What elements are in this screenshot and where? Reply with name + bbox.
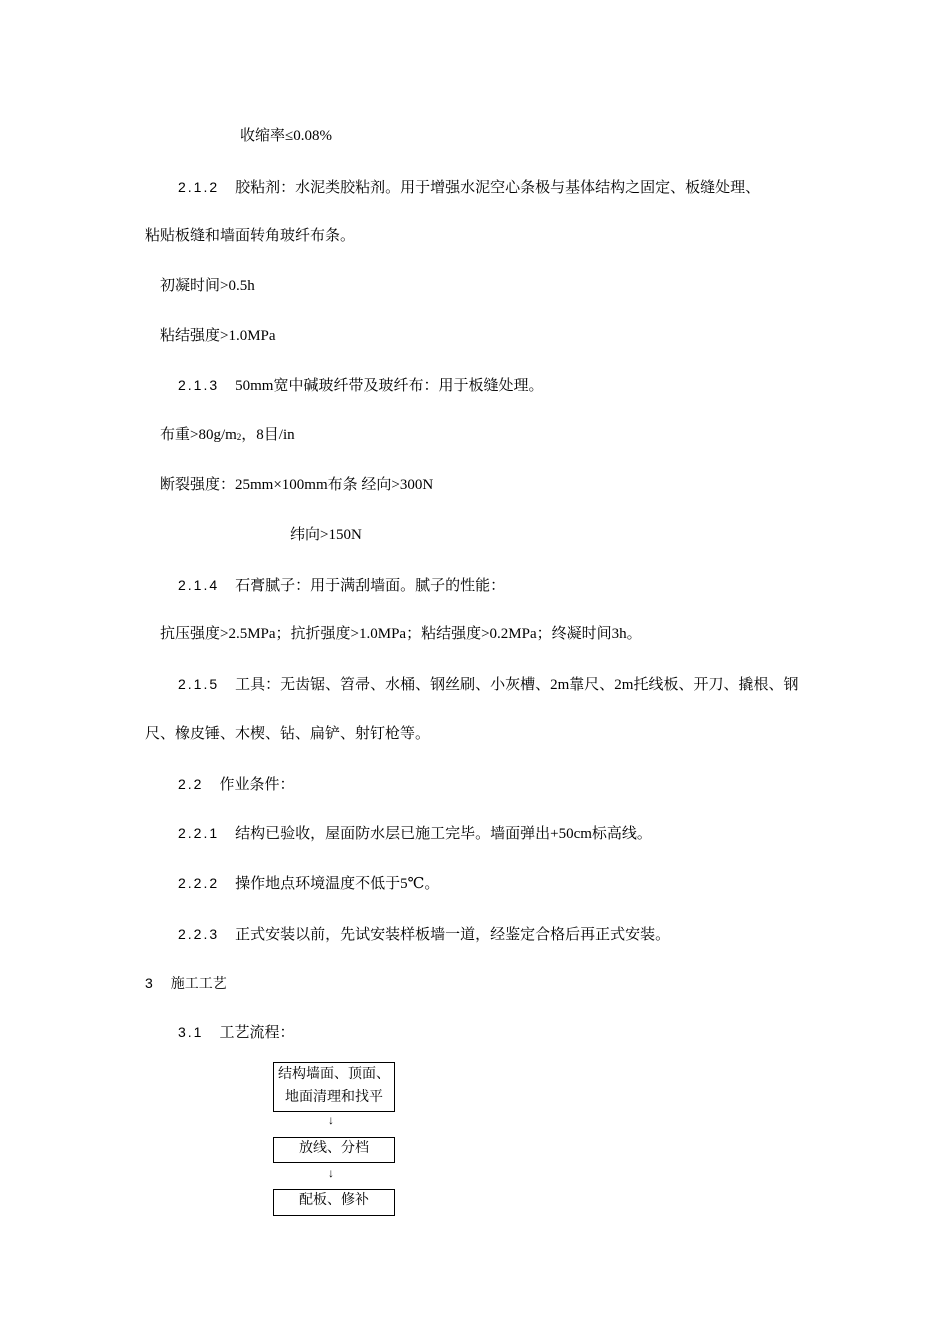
text: ，8目/in [241,427,295,443]
flow-step-text: 结构墙面、顶面、 [278,1067,390,1082]
section-text: 正式安装以前，先试安装样板墙一道，经鉴定合格后再正式安装。 [235,927,671,943]
flow-step-3: 配板、修补 [273,1189,395,1216]
section-2-2-3 [178,925,670,944]
section-number: 2.1.4 [178,577,220,593]
section-text: 结构已验收，屋面防水层已施工完毕。墙面弹出+50cm标高线。 [235,826,652,842]
section-2-2-2 [178,874,439,893]
flow-step-text: 地面清理和找平 [285,1090,383,1105]
text-line: 初凝时间>0.5h [160,278,255,294]
arrow-down-icon: ↓ [328,1113,334,1127]
section-number: 3.1 [178,1024,204,1040]
arrow-down-icon: ↓ [328,1166,334,1180]
section-text: 作业条件： [219,777,295,793]
section-number: 2.2.1 [178,825,220,841]
section-text: 胶粘剂：水泥类胶粘剂。用于增强水泥空心条极与基体结构之固定、板缝处理、 [235,180,761,196]
section-2-1-5 [178,675,798,694]
section-text: 石膏腻子：用于满刮墙面。腻子的性能： [235,578,506,594]
text-line: 断裂强度：25mm×100mm布条 经向>300N [160,477,434,493]
text-line: 粘贴板缝和墙面转角玻纤布条。 [145,228,356,244]
section-2-2-1 [178,824,652,843]
text-line: 纬向>150N [290,527,362,543]
section-number: 2.1.5 [178,676,220,692]
section-3-1 [178,1023,294,1042]
section-text: 工艺流程： [219,1025,295,1041]
text-line: 粘结强度>1.0MPa [160,328,276,344]
text: 布重>80g/m [160,427,237,443]
section-number: 2.2.3 [178,926,220,942]
section-number: 2.1.3 [178,377,220,393]
section-number: 2.2.2 [178,875,220,891]
section-2-1-2 [178,178,760,197]
text-line: 收缩率≤0.08% [240,128,332,144]
section-2-1-3 [178,376,543,395]
section-text: 施工工艺 [170,975,227,991]
text-line: 尺、橡皮锤、木楔、钻、扁铲、射钉枪等。 [145,726,431,742]
section-number: 3 [145,975,155,991]
section-number: 2.2 [178,776,204,792]
flow-step-1 [273,1062,395,1112]
section-number: 2.1.2 [178,179,220,195]
flow-step-2: 放线、分档 [273,1137,395,1163]
section-text: 工具：无齿锯、笤帚、水桶、钢丝刷、小灰槽、2m靠尺、2m托线板、开刀、撬根、钢 [235,677,799,693]
section-text: 50mm宽中碱玻纤带及玻纤布：用于板缝处理。 [235,378,544,394]
section-3-heading [145,974,227,993]
section-text: 操作地点环境温度不低于5℃。 [235,876,440,892]
text-line: 抗压强度>2.5MPa；抗折强度>1.0MPa；粘结强度>0.2MPa；终凝时间3h。 [160,626,642,642]
section-2-2 [178,775,294,794]
section-2-1-4 [178,576,505,595]
subscript: 2 [236,432,242,442]
text-line [160,426,295,446]
